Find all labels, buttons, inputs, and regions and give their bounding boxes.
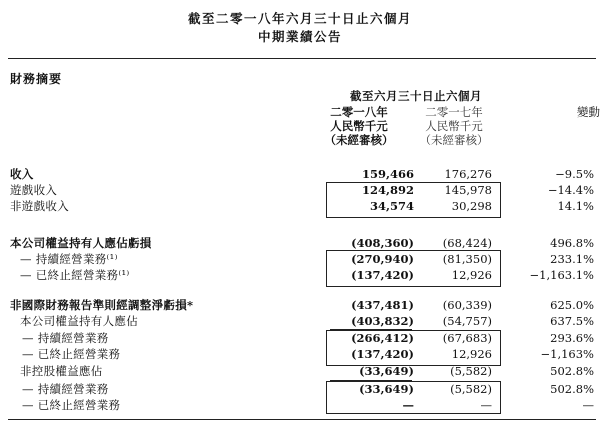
row-revenue (0, 167, 600, 182)
row-label: 本公司權益持有人應佔虧損 (10, 236, 152, 250)
value-change: −9.5% (555, 167, 594, 181)
row-attributable-to-equity-holders (0, 314, 600, 329)
column-header-2017-unit: 人民幣千元 (425, 119, 483, 133)
nci-subtotal-underline (330, 380, 412, 381)
value-2017: 176,276 (444, 167, 492, 181)
document-title: 截至二零一八年六月三十日止六個月 (187, 11, 412, 26)
column-header-change: 變動 (577, 105, 600, 119)
row-equity-discontinued (0, 347, 600, 362)
nci-breakdown-box (326, 381, 501, 414)
row-non-game-revenue (0, 199, 600, 214)
document-subtitle: 中期業績公告 (257, 29, 342, 44)
row-loss-discontinued (0, 268, 600, 283)
value-change: −1,163% (540, 347, 594, 361)
value-2018: 34,574 (369, 199, 414, 213)
top-rule (8, 58, 596, 59)
value-2018: (266,412) (351, 331, 414, 345)
value-change: — (582, 398, 594, 412)
value-2018: (137,420) (351, 268, 414, 282)
value-change: 496.8% (550, 236, 594, 250)
value-2017: 30,298 (451, 199, 492, 213)
column-header-2018-audit: （未經審核） (324, 133, 394, 147)
row-label: 非控股權益應佔 (20, 364, 103, 378)
loss-breakdown-box (326, 250, 501, 287)
value-change: 293.6% (550, 331, 594, 345)
column-header-2017 (408, 105, 500, 147)
row-label: — 已終止經營業務 (22, 398, 121, 412)
row-label: 收入 (10, 167, 34, 181)
value-change: 502.8% (550, 382, 594, 396)
row-label: 遊戲收入 (10, 183, 58, 197)
row-label: 非遊戲收入 (10, 199, 69, 213)
revenue-breakdown-box (326, 182, 501, 218)
value-2018: (33,649) (359, 382, 414, 396)
row-label: — 已終止經營業務⁽¹⁾ (20, 268, 130, 282)
row-loss-attributable (0, 236, 600, 251)
value-2017: (60,339) (442, 298, 492, 312)
section-title: 財務摘要 (10, 72, 63, 86)
value-2017: (81,350) (442, 252, 492, 266)
period-header: 截至六月三十日止六個月 (350, 89, 482, 103)
row-label: — 持續經營業務⁽¹⁾ (20, 252, 118, 266)
column-header-2018 (316, 105, 402, 147)
value-2018: (137,420) (351, 347, 414, 361)
value-2018: (437,481) (351, 298, 414, 312)
value-2018: (408,360) (351, 236, 414, 250)
bottom-rule (8, 419, 596, 420)
value-2017: 12,926 (451, 268, 492, 282)
value-2017: (5,582) (450, 364, 492, 378)
value-2018: 124,892 (361, 183, 414, 197)
row-label: 本公司權益持有人應佔 (20, 314, 138, 328)
value-change: 502.8% (550, 364, 594, 378)
column-header-2018-year: 二零一八年 (330, 105, 388, 119)
row-non-ifrs-adjusted-net-loss (0, 298, 600, 313)
column-header-2017-audit: （未經審核） (419, 133, 489, 147)
value-change: 637.5% (550, 314, 594, 328)
equity-subtotal-underline (330, 329, 412, 330)
value-change: −14.4% (547, 183, 594, 197)
row-label: 非國際財務報告準則經調整淨虧損* (10, 298, 194, 312)
value-change: 625.0% (550, 298, 594, 312)
value-2017: 12,926 (451, 347, 492, 361)
row-label: — 持續經營業務 (22, 382, 109, 396)
value-2017: (5,582) (450, 382, 492, 396)
value-2017: (54,757) (442, 314, 492, 328)
value-change: 14.1% (557, 199, 594, 213)
value-change: −1,163.1% (529, 268, 594, 282)
value-2018: 159,466 (361, 167, 414, 181)
row-label: — 持續經營業務 (22, 331, 109, 345)
value-2018: — (402, 398, 414, 412)
row-game-revenue (0, 183, 600, 198)
row-label: — 已終止經營業務 (22, 347, 121, 361)
row-equity-continuing (0, 331, 600, 346)
column-header-2018-unit: 人民幣千元 (330, 119, 388, 133)
value-2018: (270,940) (351, 252, 414, 266)
value-2018: (403,832) (351, 314, 414, 328)
row-loss-continuing (0, 252, 600, 267)
column-header-2017-year: 二零一七年 (425, 105, 483, 119)
value-2018: (33,649) (359, 364, 414, 378)
value-change: 233.1% (550, 252, 594, 266)
value-2017: (67,683) (442, 331, 492, 345)
value-2017: (68,424) (442, 236, 492, 250)
value-2017: — (480, 398, 492, 412)
row-non-controlling-interests (0, 364, 600, 379)
row-nci-discontinued (0, 398, 600, 413)
row-nci-continuing (0, 382, 600, 397)
value-2017: 145,978 (444, 183, 492, 197)
equity-breakdown-box (326, 330, 501, 366)
